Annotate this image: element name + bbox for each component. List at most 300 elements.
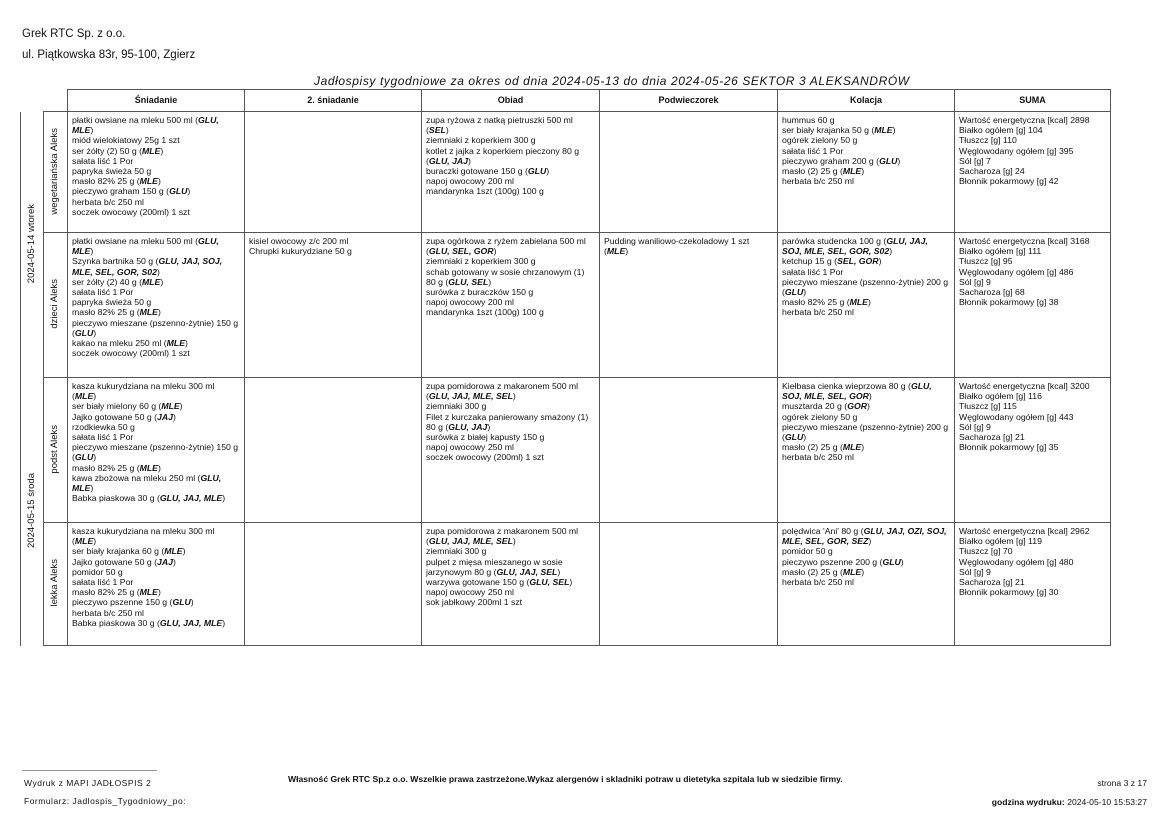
item-text: Kiełbasa cienka wieprzowa 80 g ( (782, 381, 911, 391)
nutrition-line (959, 256, 1106, 266)
item-text: Białko ogółem [g] 104 (959, 125, 1043, 136)
menu-item (782, 297, 950, 307)
allergens: GLU, MLE (72, 472, 222, 494)
page-number: strona 3 z 17 (1097, 778, 1147, 788)
menu-item (426, 267, 595, 287)
item-text-end: ) (172, 411, 176, 422)
allergens: GLU, JAJ, MLE (159, 493, 223, 504)
item-text: płatki owsiane na mleku 500 ml ( (72, 115, 199, 125)
item-text: papryka świeża 50 g (72, 297, 152, 308)
item-text: polędwica 'Ani' 80 g ( (782, 526, 864, 536)
allergens: GLU, JAJ, SOJ, MLE, SEL, GOR, S02 (782, 236, 928, 257)
item-text-end: ) (157, 587, 161, 598)
item-text: herbata b/c 250 ml (72, 607, 144, 618)
menu-item (72, 338, 240, 348)
allergens: MLE (164, 546, 183, 557)
nutrition-line (959, 412, 1106, 422)
item-text: Sól [g] 9 (959, 276, 991, 287)
menu-item (72, 115, 240, 135)
allergens: GLU, JAJ, SOJ, MLE, SEL, GOR, S02 (72, 256, 223, 277)
nutrition-line (959, 442, 1106, 452)
item-text-end: ) (493, 246, 497, 257)
meal-cell-2-sniadanie (245, 523, 422, 646)
meal-cell-podwieczorek (600, 112, 778, 233)
diet-name: lekka Aleks (49, 559, 61, 607)
item-text-end: ) (90, 246, 94, 257)
item-text: ziemniaki 300 g (426, 546, 487, 557)
menu-item (72, 442, 240, 462)
item-text-end: ) (157, 462, 161, 473)
item-text: ziemniaki z koperkiem 300 g (426, 135, 536, 146)
allergens: GLU, MLE (72, 115, 219, 136)
allergens: MLE (139, 462, 158, 473)
item-text: herbata b/c 250 ml (782, 307, 854, 318)
header-blank (21, 90, 44, 112)
company-address: ul. Piątkowska 83r, 95-100, Zgierz (22, 49, 196, 61)
menu-item (72, 567, 240, 577)
meal-cell-obiad (422, 233, 600, 378)
item-text: zupa ogórkowa z ryżem zabielana 500 ml ( (426, 236, 586, 257)
menu-item (782, 115, 950, 125)
meal-cell-kolacja (778, 378, 955, 523)
allergens: GLU (172, 597, 191, 608)
allergens: MLE (849, 297, 868, 308)
meal-cell-2-sniadanie (245, 233, 422, 378)
menu-item (72, 166, 240, 176)
column-header-podwieczorek: Podwieczorek (600, 90, 778, 112)
column-header-sniadanie: Śniadanie (68, 90, 245, 112)
menu-item (72, 577, 240, 587)
menu-item (72, 146, 240, 156)
menu-item (426, 115, 595, 135)
day-date: 2024-05-15 środa (25, 472, 37, 548)
item-text: parówka studencka 100 g ( (782, 236, 887, 246)
item-text: Sól [g] 9 (959, 566, 991, 577)
allergens: MLE (842, 566, 862, 577)
print-time-label: godzina wydruku: (991, 797, 1065, 807)
item-text: Sól [g] 9 (959, 421, 991, 432)
item-text-end: ) (93, 452, 97, 463)
menu-item (426, 587, 595, 597)
menu-table (20, 89, 1111, 646)
item-text-end: ) (93, 327, 97, 338)
item-text-end: ) (512, 391, 516, 402)
menu-item (782, 442, 950, 452)
item-text: Węglowodany ogółem [g] 480 (959, 556, 1074, 567)
item-text: papryka świeża 50 g (72, 166, 152, 177)
diet-name-cell (44, 523, 68, 646)
item-text: Białko ogółem [g] 116 (959, 391, 1042, 402)
allergens: MLE (142, 276, 161, 287)
menu-item (72, 135, 240, 145)
menu-item (72, 207, 240, 217)
item-text: ser biały krajanka 60 g ( (72, 546, 165, 557)
item-text: herbata b/c 250 ml (782, 577, 854, 588)
item-text: Sacharoza [g] 68 (959, 287, 1025, 298)
meal-cell-podwieczorek (600, 233, 778, 378)
item-text-end: ) (900, 556, 904, 567)
menu-item (782, 166, 950, 176)
item-text: pieczywo graham 200 g ( (782, 155, 880, 166)
item-text: sałata liść 1 Por (72, 155, 134, 166)
meal-cell-podwieczorek (600, 378, 778, 523)
nutrition-line (959, 267, 1106, 277)
item-text: sałata liść 1 Por (782, 266, 844, 277)
item-text-end: ) (179, 401, 183, 412)
meal-cell-suma (955, 523, 1111, 646)
allergens: MLE (842, 166, 862, 177)
meal-cell-sniadanie (68, 233, 245, 378)
day-date: 2024-05-14 wtorek (25, 203, 37, 283)
allergens: GLU, JAJ, MLE, SEL (428, 536, 513, 547)
menu-item (426, 381, 595, 401)
footer-right (992, 774, 1147, 812)
diet-row (21, 523, 1111, 646)
diet-row (21, 233, 1111, 378)
menu-item (782, 135, 950, 145)
item-text: Filet z kurczaka panierowany smażony (1) 80 g ( (426, 411, 589, 432)
menu-item (426, 186, 595, 196)
item-text: surówka z białej kapusty 150 g (426, 432, 545, 443)
menu-item (782, 307, 950, 317)
item-text-end: ) (897, 155, 901, 166)
item-text: pieczywo mieszane (pszenno-żytnie) 150 g ( (72, 442, 239, 463)
diet-name: podst Aleks (49, 424, 61, 474)
menu-item (426, 166, 595, 176)
item-text-end: ) (172, 556, 176, 567)
meal-cell-sniadanie (68, 112, 245, 233)
print-time: 2024-05-10 15:53:27 (1067, 797, 1147, 807)
item-text: herbata b/c 250 ml (782, 452, 854, 463)
item-text-end: ) (861, 566, 865, 577)
item-text-end: ) (90, 125, 94, 136)
menu-item (782, 546, 950, 556)
menu-item (72, 381, 240, 401)
menu-item (782, 256, 950, 266)
nutrition-line (959, 236, 1106, 246)
allergens: JAJ (157, 556, 173, 567)
allergens: SEL (428, 125, 446, 136)
item-text: Sól [g] 7 (959, 155, 991, 166)
column-header-2-sniadanie: 2. śniadanie (245, 90, 422, 112)
company-info (22, 24, 195, 66)
meal-cell-sniadanie (68, 378, 245, 523)
menu-item (72, 546, 240, 556)
item-text: masło (2) 25 g ( (782, 166, 843, 177)
item-text: płatki owsiane na mleku 500 ml ( (72, 236, 199, 246)
nutrition-line (959, 577, 1106, 587)
item-text: Sacharoza [g] 21 (959, 577, 1025, 588)
item-text: ser biały mielony 60 g ( (72, 401, 162, 412)
nutrition-line (959, 401, 1106, 411)
item-text: herbata b/c 250 ml (782, 176, 854, 187)
item-text: rzodkiewka 50 g (72, 421, 135, 432)
meal-cell-obiad (422, 112, 600, 233)
item-text: kakao na mleku 250 ml ( (72, 338, 167, 349)
item-text: masło 82% 25 g ( (72, 462, 140, 473)
item-text: pomidor 50 g (72, 566, 123, 577)
allergens: SEL, GOR (837, 256, 879, 267)
item-text: Sacharoza [g] 24 (959, 166, 1025, 177)
diet-name: wegetariańska Aleks (49, 127, 61, 215)
allergens: MLE (606, 246, 626, 257)
item-text-end: ) (222, 617, 226, 628)
menu-item (72, 473, 240, 493)
menu-item (426, 526, 595, 546)
item-text: pomidor 50 g (782, 546, 833, 557)
allergens: GLU, SOJ, MLE, SEL, GOR (782, 381, 932, 402)
allergens: GLU (169, 186, 188, 197)
item-text: herbata b/c 250 ml (72, 196, 144, 207)
nutrition-line (959, 277, 1106, 287)
menu-item (782, 125, 950, 135)
meal-cell-suma (955, 233, 1111, 378)
menu-item (782, 146, 950, 156)
item-text-end: ) (889, 246, 893, 257)
nutrition-line (959, 166, 1106, 176)
menu-item (72, 236, 240, 256)
meal-cell-obiad (422, 523, 600, 646)
item-text-end: ) (445, 125, 449, 136)
item-text: sałata liść 1 Por (72, 432, 134, 443)
allergens: GLU, SEL, GOR (428, 246, 494, 257)
item-text: sałata liść 1 Por (72, 287, 134, 298)
allergens: MLE (74, 391, 94, 402)
header-blank (44, 90, 68, 112)
menu-item (782, 557, 950, 567)
allergens: GLU, JAJ, MLE (159, 617, 223, 628)
item-text: zupa pomidorowa z makaronem 500 ml ( (426, 526, 579, 547)
allergens: MLE (139, 176, 158, 187)
menu-item (72, 256, 240, 276)
item-text: Chrupki kukurydziane 50 g (249, 246, 352, 257)
menu-item (782, 277, 950, 297)
item-text-end: ) (867, 297, 871, 308)
menu-item (72, 307, 240, 317)
meal-cell-suma (955, 112, 1111, 233)
day-date-cell (21, 112, 44, 378)
allergens: GLU (74, 452, 94, 463)
menu-item (72, 186, 240, 196)
item-text: ketchup 15 g ( (782, 256, 838, 267)
item-text-end: ) (160, 276, 164, 287)
diet-row (21, 378, 1111, 523)
item-text: ziemniaki 300 g (426, 401, 487, 412)
menu-item (72, 197, 240, 207)
item-text: ser żółty (2) 40 g ( (72, 276, 143, 287)
item-text-end: ) (866, 401, 870, 412)
menu-item (782, 236, 950, 256)
item-text: kasza kukurydziana na mleku 300 ml ( (72, 526, 215, 547)
item-text-end: ) (190, 597, 194, 608)
printout-label: Wydruk z MAPI JADŁOSPIS 2 (24, 778, 152, 788)
header-row (21, 90, 1111, 112)
column-header-obiad: Obiad (422, 90, 600, 112)
item-text-end: ) (557, 566, 561, 577)
meal-cell-kolacja (778, 523, 955, 646)
item-text-end: ) (185, 338, 188, 349)
item-text: mandarynka 1szt (100g) 100 g (426, 307, 544, 318)
item-text: ogórek zielony 50 g (782, 411, 858, 422)
allergens: MLE (874, 125, 893, 136)
diet-name: dzieci Aleks (49, 279, 61, 329)
item-text-end: ) (157, 176, 161, 187)
item-text: Białko ogółem [g] 119 (959, 536, 1042, 547)
item-text: masło (2) 25 g ( (782, 442, 843, 453)
menu-item (426, 236, 595, 256)
nutrition-line (959, 156, 1106, 166)
menu-item (782, 452, 950, 462)
item-text: pieczywo pszenne 150 g ( (72, 597, 173, 608)
item-text: kasza kukurydziana na mleku 300 ml ( (72, 381, 215, 402)
menu-item (782, 401, 950, 411)
allergens: GLU (784, 287, 804, 298)
item-text-end: ) (157, 307, 161, 318)
allergens: MLE (74, 536, 94, 547)
menu-item (426, 412, 595, 432)
item-text: ser biały krajanka 50 g ( (782, 125, 875, 136)
menu-item (72, 156, 240, 166)
menu-item (782, 422, 950, 442)
item-text: Węglowodany ogółem [g] 395 (959, 145, 1074, 156)
menu-item (426, 256, 595, 266)
menu-item (72, 401, 240, 411)
menu-item (782, 526, 950, 546)
item-text: Tłuszcz [g] 95 (959, 256, 1013, 267)
menu-item (72, 587, 240, 597)
menu-item (426, 546, 595, 556)
item-text: musztarda 20 g ( (782, 401, 848, 412)
item-text: kotlet z jajka z koperkiem pieczony 80 g ( (426, 145, 580, 166)
item-text: Błonnik pokarmowy [g] 30 (959, 587, 1059, 598)
item-text-end: ) (222, 493, 226, 504)
meal-cell-kolacja (778, 112, 955, 233)
menu-item (782, 176, 950, 186)
item-text: napoj owocowy 250 ml (426, 587, 514, 598)
item-text: ogórek zielony 50 g (782, 135, 858, 146)
nutrition-line (959, 536, 1106, 546)
nutrition-line (959, 297, 1106, 307)
allergens: GLU, SEL (529, 577, 570, 588)
item-text: napoj owocowy 250 ml (426, 442, 514, 453)
allergens: GLU (784, 432, 804, 443)
allergens: MLE (139, 307, 158, 318)
nutrition-line (959, 135, 1106, 145)
menu-item (782, 412, 950, 422)
nutrition-line (959, 146, 1106, 156)
item-text: pieczywo mieszane (pszenno-żytnie) 200 g ( (782, 421, 949, 443)
item-text: buraczki gotowane 150 g ( (426, 166, 528, 177)
allergens: GLU (882, 556, 901, 567)
print-time-line (992, 793, 1147, 812)
item-text: surówka z buraczków 150 g (426, 287, 534, 298)
item-text: zupa ryżowa z natką pietruszki 500 ml ( (426, 115, 573, 136)
item-text: pieczywo mieszane (pszenno-żytnie) 200 g ( (782, 276, 949, 298)
item-text: Sacharoza [g] 21 (959, 432, 1025, 443)
allergens: MLE (842, 442, 862, 453)
menu-item (72, 348, 240, 358)
item-text-end: ) (861, 166, 865, 177)
page-title: Jadłospisy tygodniowe za okres od dnia 2024-05-13 do dnia 2024-05-26 SEKTOR 3 ALEKSANDRÓW (314, 74, 910, 88)
allergens: GLU (879, 155, 898, 166)
meal-cell-2-sniadanie (245, 112, 422, 233)
allergens: JAJ (157, 411, 173, 422)
menu-item (72, 287, 240, 297)
item-text: zupa pomidorowa z makaronem 500 ml ( (426, 381, 579, 402)
menu-item (72, 608, 240, 618)
allergens: GLU, SEL (448, 276, 489, 287)
menu-item (426, 432, 595, 442)
nutrition-line (959, 115, 1106, 125)
nutrition-line (959, 381, 1106, 391)
item-text: Pudding waniliowo-czekoladowy 1 szt ( (604, 236, 750, 257)
nutrition-line (959, 526, 1106, 536)
diet-name-cell (44, 112, 68, 233)
nutrition-line (959, 432, 1106, 442)
nutrition-line (959, 125, 1106, 135)
item-text: miód wielokiatowy 25g 1 szt (72, 135, 180, 146)
item-text: napoj owocowy 200 ml (426, 297, 514, 308)
menu-item (72, 526, 240, 546)
column-header-kolacja: Kolacja (778, 90, 955, 112)
item-text: kawa zbożowa na mleku 250 ml ( (72, 472, 201, 483)
nutrition-line (959, 557, 1106, 567)
item-text-end: ) (892, 125, 896, 136)
item-text: napoj owocowy 200 ml (426, 176, 514, 187)
menu-item (426, 442, 595, 452)
menu-item (426, 557, 595, 577)
item-text: hummus 60 g (782, 115, 835, 125)
footer-divider (22, 770, 157, 771)
item-text: warzywa gotowane 150 g ( (426, 577, 530, 588)
allergens: GOR (847, 401, 867, 412)
item-text: pieczywo graham 150 g ( (72, 186, 170, 197)
item-text: pulpet z mięsa mieszanego w sosie jarzynowym 80 g ( (426, 556, 563, 577)
item-text: Wartość energetyczna [kcal] 2962 (959, 526, 1090, 536)
menu-item (72, 463, 240, 473)
item-text-end: ) (868, 391, 872, 402)
allergens: GLU, JAJ, OZI, SOJ, MLE, SEL, GOR, SEZ (782, 526, 947, 547)
item-text: kisiel owocowy z/c 200 ml (249, 236, 349, 246)
menu-item (782, 156, 950, 166)
menu-item (72, 176, 240, 186)
item-text: Babka piaskowa 30 g ( (72, 493, 160, 504)
meal-cell-obiad (422, 378, 600, 523)
item-text: Wartość energetyczna [kcal] 3168 (959, 236, 1090, 246)
item-text: Białko ogółem [g] 111 (959, 246, 1042, 257)
menu-item (426, 146, 595, 166)
item-text: Błonnik pokarmowy [g] 42 (959, 176, 1059, 187)
menu-item (72, 597, 240, 607)
item-text: masło (2) 25 g ( (782, 566, 843, 577)
item-text: Szynka bartnika 50 g ( (72, 256, 159, 267)
allergens: GLU, MLE (72, 236, 219, 257)
item-text: masło 82% 25 g ( (72, 587, 140, 598)
item-text-end: ) (546, 166, 550, 177)
item-text: Jajko gotowane 50 g ( (72, 556, 158, 567)
item-text: Tłuszcz [g] 70 (959, 546, 1013, 557)
nutrition-line (959, 391, 1106, 401)
menu-item (426, 401, 595, 411)
item-text-end: ) (512, 536, 516, 547)
menu-item (249, 246, 417, 256)
menu-item (72, 422, 240, 432)
item-text-end: ) (468, 155, 471, 166)
menu-item (72, 318, 240, 338)
item-text: sałata liść 1 Por (782, 145, 844, 156)
item-text: Błonnik pokarmowy [g] 35 (959, 442, 1059, 453)
item-text: pieczywo pszenne 200 g ( (782, 556, 883, 567)
